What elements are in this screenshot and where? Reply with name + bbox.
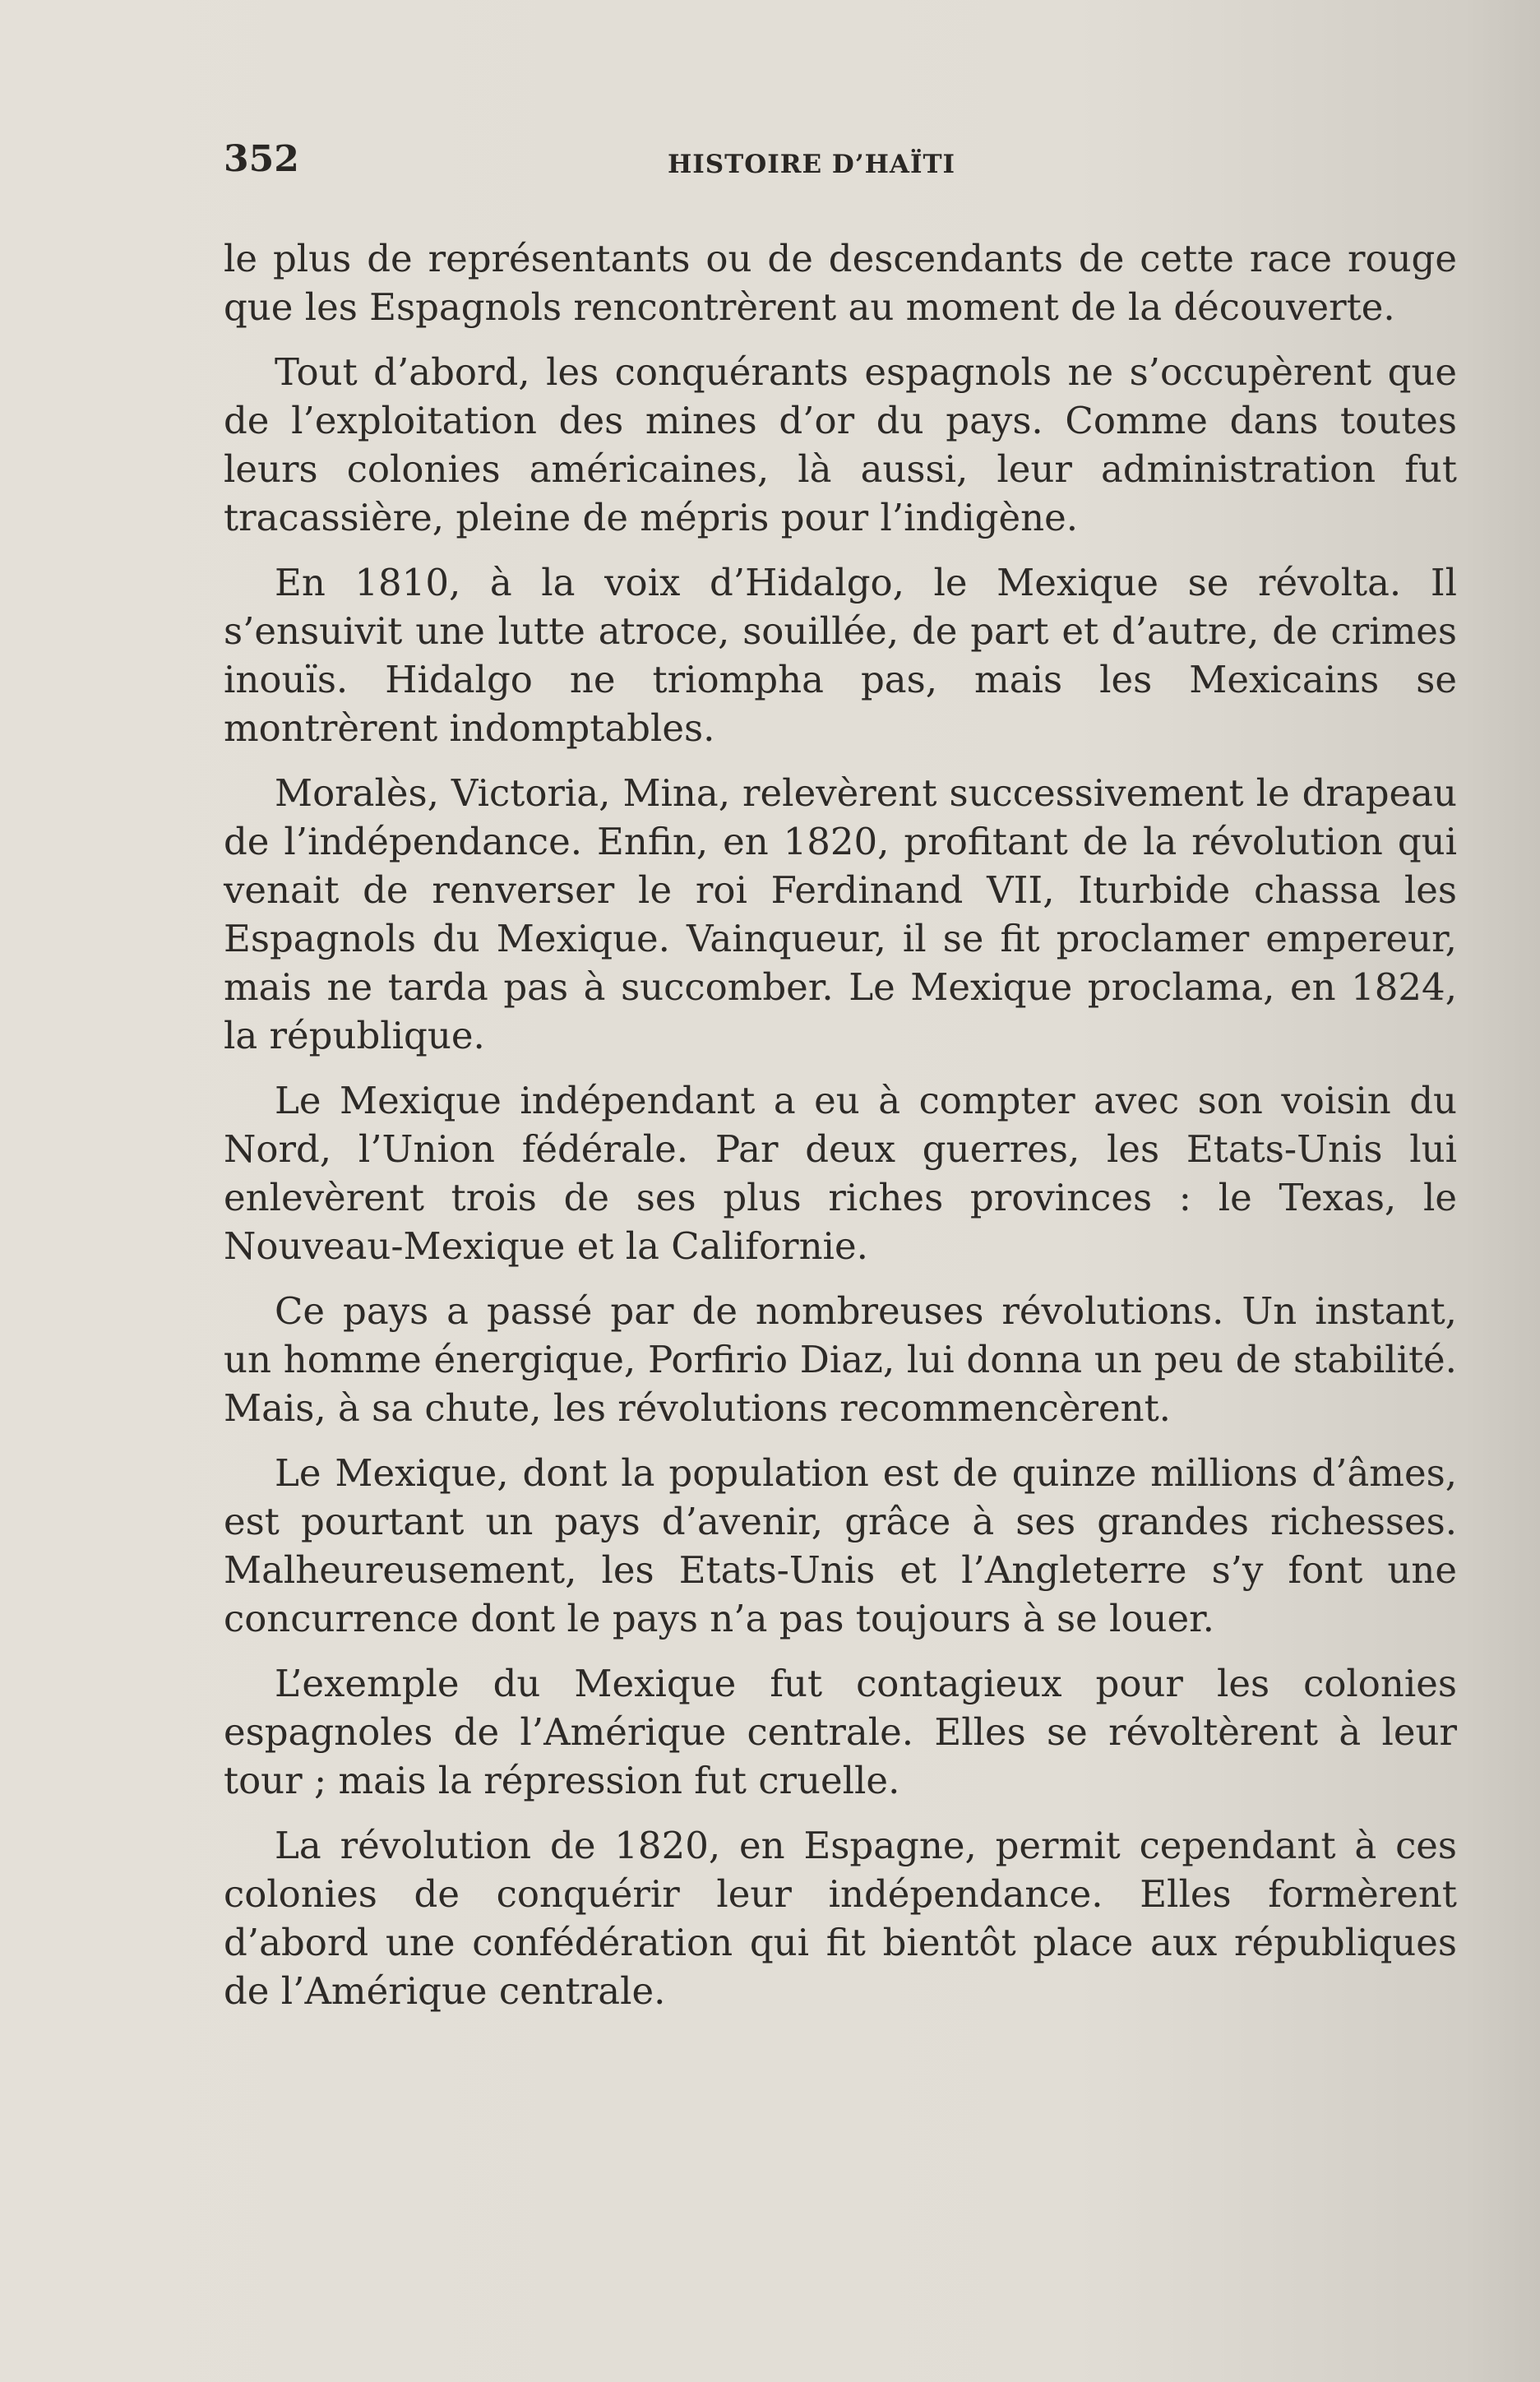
paragraph: Le Mexique, dont la population est de quinze millions d’âmes, est pourtant un pays d’avenir, grâce à ses grandes richesses. Malheureusement, les Etats-Unis et l’Angleterre s’y font une concurrence dont le pays n’a pas toujours à se louer. [224, 1451, 1457, 1640]
page-header [224, 138, 1457, 187]
paragraph: La révolution de 1820, en Espagne, permit cependant à ces colonies de conquérir leur indépendance. Elles formèrent d’abord une confédération qui fit bientôt place aux républiques de l’Amérique centrale. [224, 1824, 1457, 2013]
running-head: HISTOIRE D’HAÏTI [668, 150, 956, 179]
paragraph: le plus de représentants ou de descendants de cette race rouge que les Espagnols rencontrèrent au moment de la découverte. [224, 237, 1457, 329]
body-text [224, 234, 1457, 2032]
paragraph: Tout d’abord, les conquérants espagnols ne s’occupèrent que de l’exploitation des mines d’or du pays. Comme dans toutes leurs colonies américaines, là aussi, leur administration fut tracassière, pleine de mépris pour l’indigène. [224, 350, 1457, 539]
paragraph: Ce pays a passé par de nombreuses révolutions. Un instant, un homme énergique, Porfirio Diaz, lui donna un peu de stabilité. Mais, à sa chute, les révolutions recommencèrent. [224, 1289, 1457, 1430]
paragraph: Moralès, Victoria, Mina, relevèrent successivement le drapeau de l’indépendance. Enfin, en 1820, profitant de la révolution qui venait de renverser le roi Ferdinand VII, Iturbide chassa les Espagnols du Mexique. Vainqueur, il se fit proclamer empereur, mais ne tarda pas à succomber. Le Mexique proclama, en 1824, la république. [224, 771, 1457, 1057]
paragraph: Le Mexique indépendant a eu à compter avec son voisin du Nord, l’Union fédérale. Par deux guerres, les Etats-Unis lui enlevèrent trois de ses plus riches provinces : le Texas, le Nouveau-Mexique et la Californie. [224, 1079, 1457, 1268]
page-number: 352 [224, 138, 299, 180]
paragraph: En 1810, à la voix d’Hidalgo, le Mexique se révolta. Il s’ensuivit une lutte atroce, souillée, de part et d’autre, de crimes inouïs. Hidalgo ne triompha pas, mais les Mexicains se montrèrent indomptables. [224, 561, 1457, 750]
paragraph: L’exemple du Mexique fut contagieux pour les colonies espagnoles de l’Amérique centrale. Elles se révoltèrent à leur tour ; mais la répression fut cruelle. [224, 1662, 1457, 1802]
